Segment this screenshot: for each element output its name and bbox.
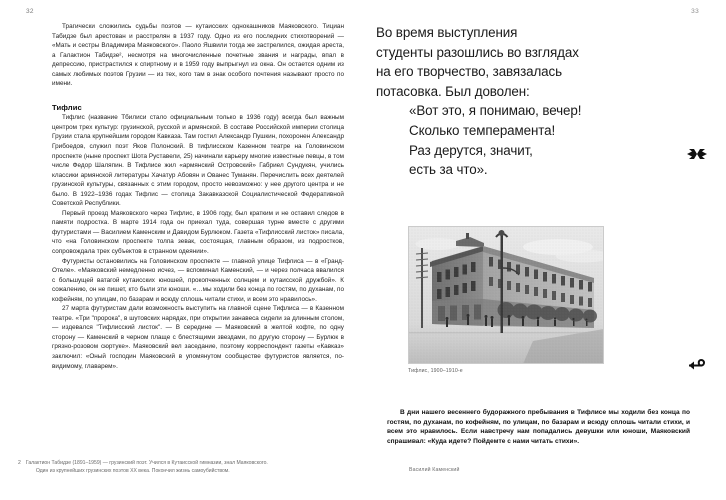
pull-quote-line-1: Во время выступления [376, 25, 518, 40]
bottom-quote-attribution: Василий Каменский [409, 467, 460, 473]
paragraph-tiflis-4: 27 марта футуристам дали возможность выступить на главной сцене Тифлиса — в Казенном театре. «Три "пророка", в шутовских нарядах, при открытии занавеса сидели за длинным столом, — издевался "Тифлисский листок". — В середине — Маяковский в желтой кофте, по одну сторону — Каменский в черном плаще с блестящими звездами, по другую сторону — Бурлюк в грязно-розовом сюртуке». Маяковский вел заседание, поэтому корреспондент газеты «Кавказ» заключил: «Оный господин Маяковский в упомянутом сообществе футуристов является, по-видимому, главарем». [52, 305, 344, 370]
footnote [18, 459, 350, 475]
pull-quote-line-3: на его творчество, завязалась [376, 64, 562, 80]
return-arrow-icon [688, 357, 708, 373]
pull-quote-verse-2: Сколько темперамента! [409, 122, 556, 138]
figure-caption: Тифлис, 1900–1910-е [408, 368, 463, 374]
page-number-right: 33 [691, 8, 699, 15]
pull-quote-line-4: потасовка. Был доволен: [376, 83, 530, 99]
paragraph-tiflis-2: Первый проезд Маяковского через Тифлис, в 1906 году, был кратким и не оставил следов в памяти подростка. В марте 1914 года он приехал туда, совершая турне вместе с другими футуристами — Василием Каменским и Давидом Бурлюком. Газета «Тифлисский листок» писала, что «на Головинском проспекте толпа зевак, состоящая, главным образом, из подростков, сопровождала трех субъектов в странном одеянии». [52, 209, 344, 255]
footnote-line-2: Один из крупнейших грузинских поэтов XX века. Покончил жизнь самоубийством. [35, 468, 230, 474]
double-arrow-icon [686, 148, 708, 162]
left-column-text [52, 22, 344, 371]
paragraph-intro: Трагически сложились судьбы поэтов — кутаисских однокашников Маяковского. Тициан Табидзе был арестован и расстрелян в 1937 году. Одно из его последних стихотворений — «Мать и сестры Владимира Маяковского». Паоло Яшвили тогда же застрелился, ожидая ареста, а Галактион Табидзе², несмотря на многочисленные почетные звания и награды, впал в депрессию, пристрастился к спиртному и в 1959 году выпрыгнул из окна. Он остается одним из самых любимых поэтов Грузии — из тех, кого там в знак особого почтения называют просто по имени. [52, 23, 344, 88]
footnote-line-1: Галактион Табидзе (1891–1959) — грузинский поэт. Учился в Кутаисской гимназии, знал Маяковского. [25, 460, 268, 466]
figure-tiflis-photo [408, 226, 604, 364]
pull-quote-verse-1: «Вот это, я понимаю, вечер! [409, 103, 582, 119]
section-heading-tiflis: Тифлис [52, 102, 82, 112]
page-number-left: 32 [26, 8, 34, 15]
pull-quote [376, 23, 676, 180]
historic-photo [408, 226, 604, 364]
paragraph-tiflis-1: Тифлис (название Тбилиси стало официальным только в 1936 году) всегда был важным центром трех культур: грузинской, русской и армянской. В составе Российской империи столица Грузии стала крупнейшим городом Кавказа. Там гостил Александр Пушкин, похоронен Александр Грибоедов, служил поэт Яков Полонский. В тифлисском Казенном театре на Головинском проспекте (ныне проспект Шота Руставели, 25) начинали карьеру многие известные певцы, в том числе Федор Шаляпин. В Тифлисе жил «армянский Островский» Габриел Сундукян, учились классики армянской литературы Хачатур Абовян и Ованес Туманян. Перечислить всех деятелей грузинской культуры, связанных с этим городом, просто невозможно: у нее другого центра и не было. В 1922–1936 годах Тифлис — столица Закавказской Социалистической Федеративной Советской Республики. [52, 114, 344, 208]
pull-quote-verse-4: есть за что». [409, 162, 488, 178]
pull-quote-line-2: студенты разошлись во взглядах [376, 44, 579, 60]
footnote-marker: 2 [18, 460, 21, 466]
footnote-body [26, 459, 268, 475]
pull-quote-verse-3: Раз дерутся, значит, [409, 142, 533, 158]
right-page [363, 0, 726, 500]
bottom-quote: В дни нашего весеннего будоражного пребывания в Тифлисе мы ходили без конца по гостям, по духанам, по кофейням, по улицам, по базарам и всюду сплошь читали стихи, и всем это нравилось. Если навстречу нам попадались девушки или юноши, Маяковский спрашивал: «Куда идете? Пойдемте с нами читать стихи». [387, 409, 690, 445]
paragraph-tiflis-3: Футуристы остановились на Головинском проспекте — главной улице Тифлиса — в «Гранд-Отеле». «Маяковский немедленно исчез, — вспоминал Каменский, — и через полчаса ввалился с большущей ватагой кутаисских юношей, прокопченных солнцем и кутаисской дружбой». К сожалению, он не пишет, кто были эти юноши. «…мы ходили без конца по гостям, по духанам, по кофейням, по улицам, по базарам и всюду сплошь читали стихи, и всем это нравилось». [52, 257, 344, 303]
